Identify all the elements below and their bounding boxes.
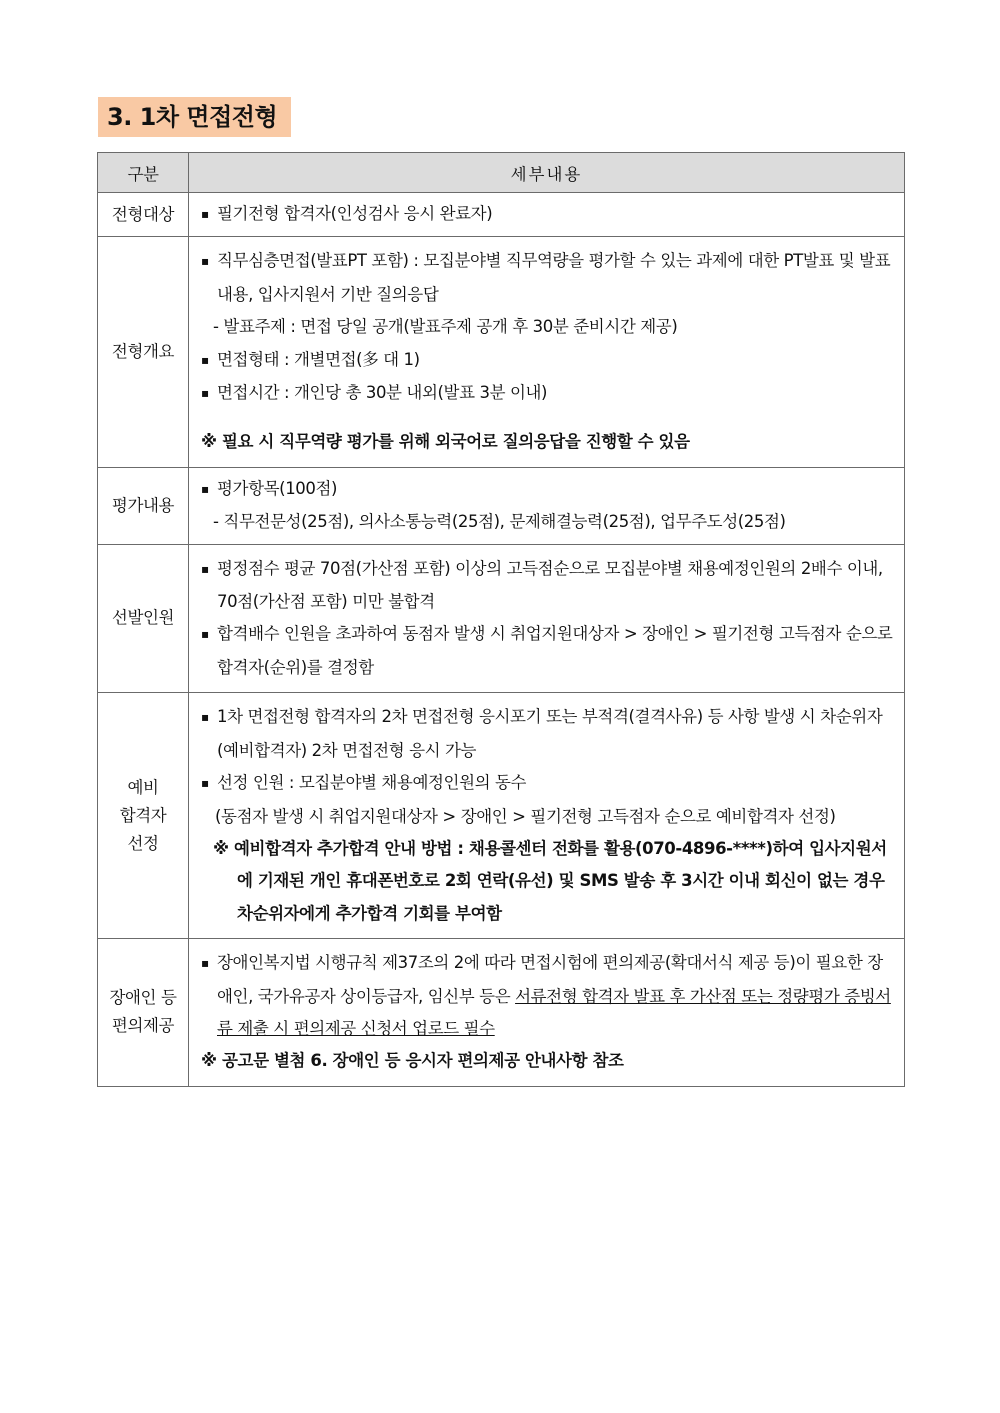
- accommodation-bullet-text: 장애인복지법 시행규칙 제37조의 2에 따라 면접시험에 편의제공(확대서식 제공 등)이 필요한 장애인, 국가유공자 상이등급자, 임신부 등은: [217, 953, 883, 1006]
- evaluation-bullet-1: ▪ 평가항목(100점): [201, 473, 896, 506]
- accommodation-label-line-1: 장애인 등: [109, 988, 177, 1008]
- overview-sub-1: - 발표주제 : 면접 당일 공개(발표주제 공개 후 30분 준비시간 제공): [201, 311, 896, 343]
- row-evaluation: [98, 467, 905, 544]
- section-title: 3. 1차 면접전형: [98, 97, 291, 137]
- reserve-label-line-1: 예비: [127, 777, 159, 797]
- row-label-accommodation: [98, 939, 189, 1087]
- reserve-label-line-2: 합격자: [119, 805, 167, 825]
- selection-bullet-1: ▪ 평정점수 평균 70점(가산점 포함) 이상의 고득점순으로 모집분야별 채용예정인원의 2배수 이내, 70점(가산점 포함) 미만 불합격: [201, 553, 896, 619]
- row-target: [98, 193, 905, 237]
- overview-bullet-3: ▪ 면접시간 : 개인당 총 30분 내외(발표 3분 이내): [201, 377, 896, 410]
- reserve-bullet-2: ▪ 선정 인원 : 모집분야별 채용예정인원의 동수: [201, 767, 896, 800]
- header-row: [98, 153, 905, 193]
- row-reserve: [98, 693, 905, 939]
- overview-note: ※ 필요 시 직무역량 평가를 위해 외국어로 질의응답을 진행할 수 있음: [201, 432, 690, 452]
- accommodation-underlined-text: 서류전형 합격자 발표 후 가산점 또는 정량평가 증빙서류 제출 시 편의제공 신청서 업로드 필수: [217, 986, 891, 1038]
- selection-bullet-2: ▪ 합격배수 인원을 초과하여 동점자 발생 시 취업지원대상자 > 장애인 > 필기전형 고득점자 순으로 합격자(순위)를 결정함: [201, 618, 896, 684]
- row-content-reserve: [189, 693, 905, 939]
- row-content-accommodation: [189, 939, 905, 1087]
- row-accommodation: [98, 939, 905, 1087]
- header-category: 구분: [98, 153, 189, 193]
- overview-bullet-2: ▪ 면접형태 : 개별면접(多 대 1): [201, 344, 896, 377]
- row-label-evaluation: 평가내용: [98, 467, 189, 544]
- evaluation-sub-1: - 직무전문성(25점), 의사소통능력(25점), 문제해결능력(25점), 업무주도성(25점): [201, 506, 896, 538]
- interview-table: [97, 152, 905, 1087]
- row-label-target: 전형대상: [98, 193, 189, 237]
- row-content-target: [189, 193, 905, 237]
- row-overview: [98, 237, 905, 467]
- overview-bullet-1: ▪ 직무심층면접(발표PT 포함) : 모집분야별 직무역량을 평가할 수 있는 과제에 대한 PT발표 및 발표내용, 입사지원서 기반 질의응답: [201, 245, 896, 311]
- row-selection: [98, 544, 905, 693]
- row-content-evaluation: [189, 467, 905, 544]
- row-label-reserve: [98, 693, 189, 939]
- reserve-label-line-3: 선정: [127, 833, 159, 853]
- accommodation-label-line-2: 편의제공: [111, 1016, 175, 1036]
- header-details: 세부내용: [189, 153, 905, 193]
- row-content-overview: [189, 237, 905, 467]
- accommodation-bullet-1: [201, 947, 896, 1045]
- row-label-selection: 선발인원: [98, 544, 189, 693]
- reserve-paren: (동점자 발생 시 취업지원대상자 > 장애인 > 필기전형 고득점자 순으로 예비합격자 선정): [215, 806, 836, 826]
- row-label-overview: 전형개요: [98, 237, 189, 467]
- accommodation-note: ※ 공고문 별첨 6. 장애인 등 응시자 편의제공 안내사항 참조: [201, 1051, 624, 1071]
- target-bullet-1: ▪ 필기전형 합격자(인성검사 응시 완료자): [201, 198, 896, 231]
- reserve-note: ※ 예비합격자 추가합격 안내 방법 : 채용콜센터 전화를 활용(070-4896-****)하여 입사지원서에 기재된 개인 휴대폰번호로 2회 연락(유선) 및 SMS 발송 후 3시간 이내 회신이 없는 경우 차순위자에게 추가합격 기회를 부여함: [213, 838, 887, 923]
- reserve-bullet-1: ▪ 1차 면접전형 합격자의 2차 면접전형 응시포기 또는 부적격(결격사유) 등 사항 발생 시 차순위자(예비합격자) 2차 면접전형 응시 가능: [201, 701, 896, 767]
- row-content-selection: [189, 544, 905, 693]
